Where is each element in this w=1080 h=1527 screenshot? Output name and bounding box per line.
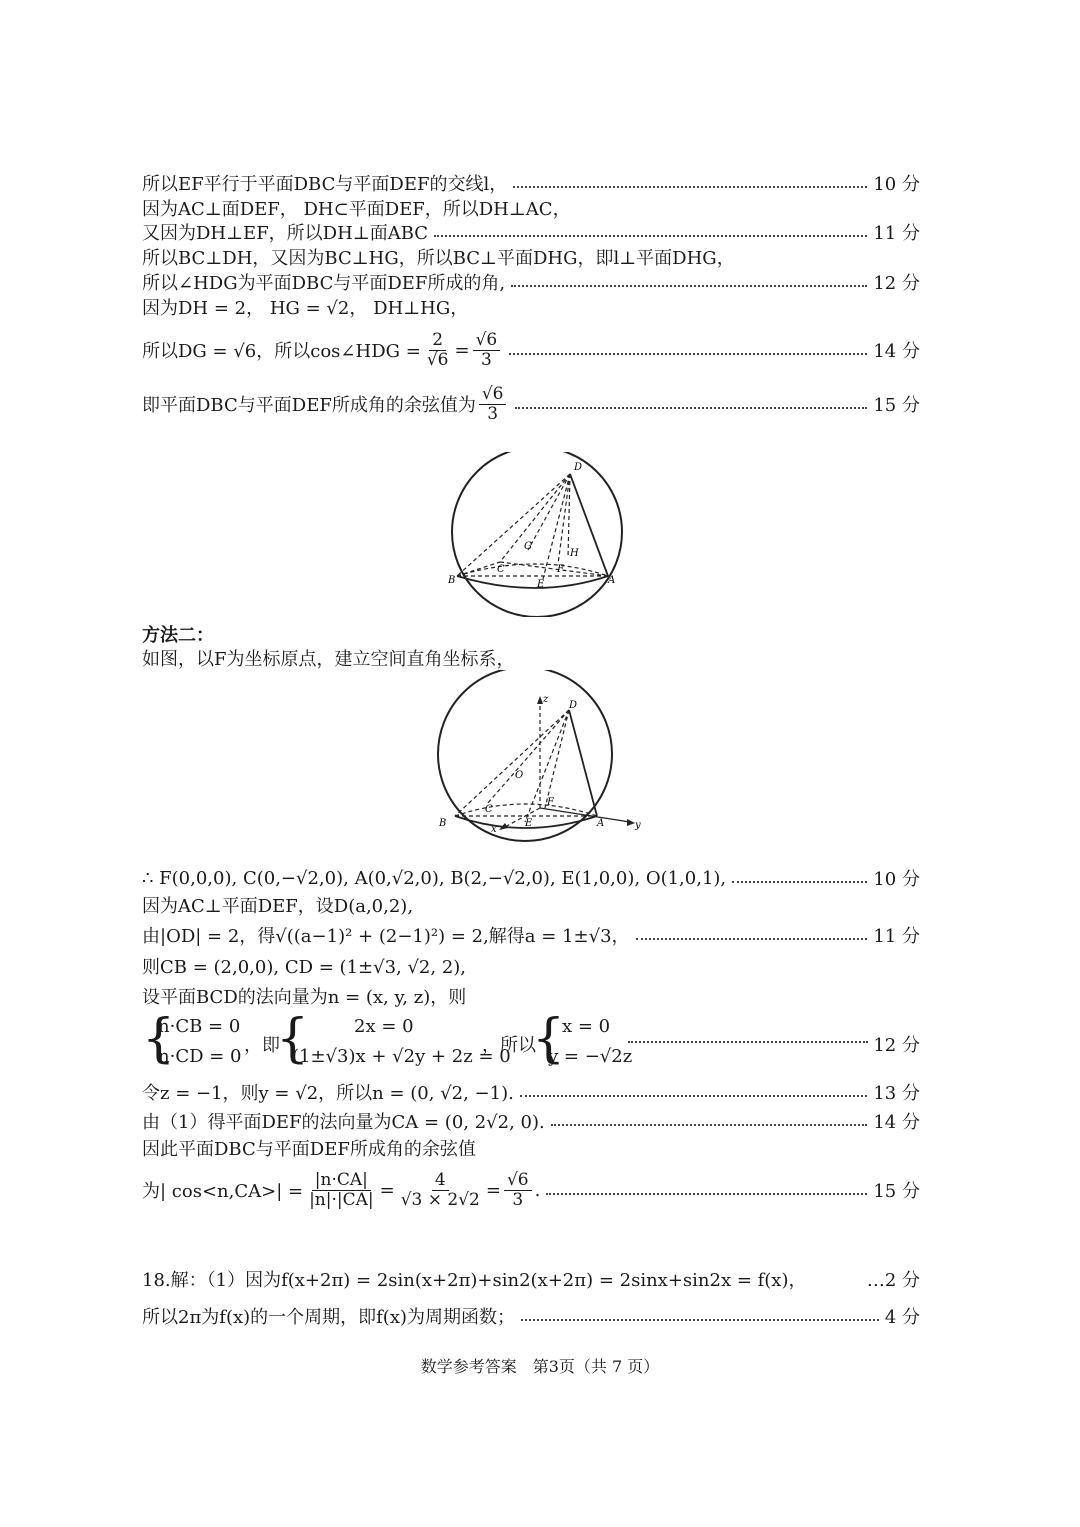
dot-leader [509,353,867,355]
score-label: 13 分 [873,1083,920,1104]
label-x: x [491,824,497,835]
line-text: 为| cos<n,CA>| = [142,1181,304,1202]
sphere-pyramid-figure [440,452,640,617]
solution-line [142,1106,920,1136]
label-y: y [635,820,641,831]
x-axis [503,808,540,828]
label-E: E [525,818,533,829]
label-B: B [448,575,456,586]
line-text: 所以BC⊥DH，又因为BC⊥HG，所以BC⊥平面DHG，即l⊥平面DHG， [142,248,735,269]
dot-leader [515,407,867,409]
fraction-denominator: 3 [512,1189,524,1210]
label-D: D [574,462,583,473]
dot-leader [520,1095,868,1097]
score-label: 10 分 [873,869,920,890]
left-brace-1: { [142,1009,176,1069]
line-text: 18.解：（1）因为f(x+2π) = 2sin(x+2π)+sin2(x+2π) = 2sinx+sin2x = f(x)， [142,1270,807,1291]
edge-DH [568,474,570,558]
solution-line [142,1301,920,1331]
system-right-bottom: y = −√2z [548,1046,633,1067]
fraction [473,331,501,369]
line-text: 所以DG = √6，所以cos∠HDG = [142,341,421,362]
score-label: 10 分 [873,174,920,195]
method2-heading: 方法二： [142,625,214,646]
system-right-top: x = 0 [562,1016,611,1037]
solution-line [142,384,920,424]
edge-DG [528,474,570,550]
solution-line [142,920,920,950]
fraction-numerator: √6 [504,1171,532,1191]
equator-back [455,804,597,816]
edge-DF [545,710,569,808]
score-label: 14 分 [873,341,920,362]
fraction-denominator: √6 [426,349,449,370]
score-label: 12 分 [873,273,920,294]
dot-leader [732,881,867,883]
dot-leader [434,235,867,237]
system-right-label: ，所以 [482,1035,536,1056]
solution-line [142,292,920,322]
y-axis-arrow [627,819,635,826]
label-A: A [608,575,616,586]
line-text: 令z = −1，则y = √2，所以n = (0, √2, −1). [142,1083,514,1104]
system-mid-label: ，即 [244,1035,280,1056]
line-text: 又因为DH⊥EF，所以DH⊥面ABC [142,223,429,244]
score-label: 11 分 [873,223,920,244]
equals-sign: = [379,1179,395,1201]
score-label: …2 分 [866,1270,920,1291]
line-text: 所以∠HDG为平面DBC与平面DEF所成的角, [142,273,506,294]
fraction [424,331,452,369]
fraction-numerator: |n·CA| [312,1171,371,1191]
edge-DC [500,474,570,562]
line-text: 由（1）得平面DEF的法向量为CA = (0, 2√2, 0). [142,1112,545,1133]
line-text: 所以2π为f(x)的一个周期，即f(x)为周期函数； [142,1307,515,1328]
label-O: O [515,770,524,781]
system-mid-top: 2x = 0 [354,1016,414,1037]
label-G: G [524,541,532,552]
system-mid-bottom: (1±√3)x + √2y + 2z = 0 [292,1046,511,1067]
line-text: 因为DH = 2， HG = √2， DH⊥HG， [142,298,469,319]
edge-DB [457,474,570,576]
score-label: 15 分 [873,395,920,416]
coordinate-sphere-figure [425,670,655,842]
edge-DA [569,710,597,816]
equator-front [457,576,608,588]
edge-DA [570,474,608,576]
solution-line [142,1133,920,1163]
dot-leader [546,1193,867,1195]
page-footer: 数学参考答案 第3页（共 7 页） [420,1357,660,1376]
fraction-denominator: 3 [487,403,499,424]
dot-leader [636,938,868,940]
dot-leader [628,1041,868,1043]
equals-sign: = [454,339,470,361]
solution-line [142,981,920,1011]
score-label: 15 分 [873,1181,920,1202]
label-C: C [485,804,493,815]
line-text: 即平面DBC与平面DEF所成角的余弦值为 [142,395,476,416]
fraction-denominator: 3 [480,349,492,370]
label-H: H [570,548,579,559]
solution-line [142,1077,920,1107]
left-brace-3: { [532,1009,566,1069]
label-D: D [569,700,578,711]
line-text: 则CB = (2,0,0), CD = (1±√3, √2, 2), [142,957,467,978]
equation-system [142,1009,920,1075]
sphere-outline [452,452,622,617]
dot-leader [511,285,867,287]
fraction [504,1171,532,1209]
line-text: 因为AC⊥面DEF， DH⊂平面DEF，所以DH⊥AC， [142,199,571,220]
line-text: 由|OD| = 2，得√((a−1)² + (2−1)²) = 2,解得a = 1±√3， [142,926,630,947]
dot-leader [521,1319,879,1321]
solution-line [142,890,920,920]
fraction [398,1171,483,1209]
line-text: 设平面BCD的法向量为n = (x, y, z)，则 [142,987,467,1008]
fraction-numerator: √6 [473,331,501,351]
solution-line [142,951,920,981]
line-text: ∴ F(0,0,0), C(0,−√2,0), A(0,√2,0), B(2,−√2,0), E(1,0,0), O(1,0,1), [142,867,727,889]
score-label: 12 分 [873,1035,920,1056]
line-text: 因为AC⊥平面DEF，设D(a,0,2), [142,896,414,917]
solution-line [142,1264,920,1294]
line-text: 因此平面DBC与平面DEF所成角的余弦值 [142,1139,476,1160]
label-E: E [537,579,545,590]
dot-leader [551,1124,868,1126]
edge-CA [500,562,608,576]
label-B: B [439,818,447,829]
fraction [479,385,507,423]
left-brace-2: { [276,1009,310,1069]
fraction-denominator: |n|·|CA| [309,1189,374,1210]
equals-sign: = [485,1179,501,1201]
label-F: F [547,797,554,808]
system-left-top: n·CB = 0 [158,1016,241,1037]
fraction-numerator: 4 [432,1171,449,1191]
fraction-numerator: 2 [429,331,446,351]
system-left-bottom: n·CD = 0 [158,1046,242,1067]
line-text: 如图，以F为坐标原点，建立空间直角坐标系， [142,649,515,670]
equator-back [457,564,608,576]
solution-line [142,643,920,673]
score-label: 4 分 [884,1307,920,1328]
solution-line [142,1168,920,1212]
solution-line [142,330,920,370]
solution-line [142,863,920,893]
score-label: 14 分 [873,1112,920,1133]
fraction [306,1171,377,1209]
label-F: F [557,564,564,575]
fraction-denominator: √3 × 2√2 [400,1189,480,1210]
score-label: 11 分 [873,926,920,947]
period: . [534,1179,541,1201]
dot-leader [513,186,867,188]
line-text: 所以EF平行于平面DBC与平面DEF的交线l， [142,174,508,195]
label-A: A [597,818,605,829]
label-C: C [497,564,505,575]
fraction-numerator: √6 [479,385,507,405]
label-z: z [543,694,549,705]
edge-DC [487,710,569,804]
